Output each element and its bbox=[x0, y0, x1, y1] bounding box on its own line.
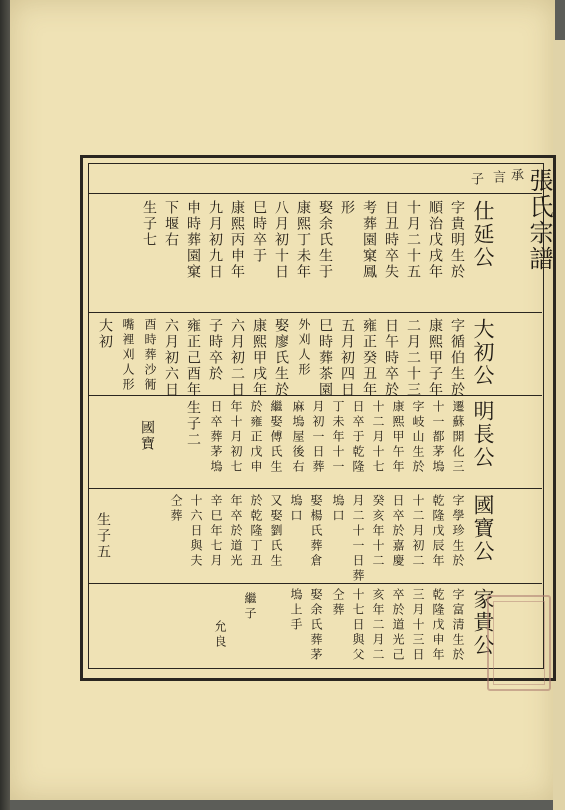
text-column: 國寶 bbox=[139, 420, 155, 452]
book-title: 張氏宗譜 bbox=[525, 168, 553, 272]
person-name: 國寶公 bbox=[471, 494, 495, 563]
text-column: 十六日與夫 bbox=[189, 494, 203, 569]
text-column: 康熙甲子年 bbox=[427, 318, 443, 398]
text-column: 丁未年十一 bbox=[331, 400, 345, 475]
text-column: 十二月初二 bbox=[411, 494, 425, 569]
text-column: 生子七 bbox=[141, 200, 157, 248]
text-column: 年十月初七 bbox=[229, 400, 243, 475]
text-column: 月二十一日葬 bbox=[351, 494, 365, 584]
text-column: 字岐山生於 bbox=[411, 400, 425, 475]
text-column: 申時葬園窠 bbox=[185, 200, 201, 280]
header-label: 子 bbox=[468, 172, 483, 185]
text-column: 順治戊戌年 bbox=[427, 200, 443, 280]
text-column: 二月二十三 bbox=[405, 318, 421, 398]
text-column: 娶廖氏生於 bbox=[273, 318, 289, 398]
text-column: 年卒於道光 bbox=[229, 494, 243, 569]
text-column: 生子二 bbox=[185, 400, 201, 448]
person-name: 明長公 bbox=[471, 400, 495, 469]
text-column: 娶余氏葬茅 bbox=[309, 588, 323, 663]
text-column: 卒於道光己 bbox=[391, 588, 405, 663]
text-column: 塢上手 bbox=[289, 588, 303, 633]
text-column: 塢口 bbox=[331, 494, 345, 524]
red-seal-stamp bbox=[487, 595, 551, 691]
row-divider bbox=[88, 583, 542, 584]
book-spine bbox=[0, 0, 10, 810]
text-column: 十七日與父 bbox=[351, 588, 365, 663]
text-column: 酉時葬沙衕 bbox=[143, 318, 157, 393]
text-column: 日午時卒於 bbox=[383, 318, 399, 398]
text-column: 亥年二月二 bbox=[371, 588, 385, 663]
text-column: 生子五 bbox=[95, 512, 111, 560]
header-label: 言 bbox=[490, 170, 505, 183]
text-column: 於雍正戊申 bbox=[249, 400, 263, 475]
text-column: 娶余氏生于 bbox=[317, 200, 333, 280]
text-column: 下堰右 bbox=[163, 200, 179, 248]
text-column: 癸亥年十二 bbox=[371, 494, 385, 569]
text-column: 大初 bbox=[97, 318, 113, 350]
text-column: 雍正己酉年 bbox=[185, 318, 201, 398]
text-column: 遷蘇開化三 bbox=[451, 400, 465, 475]
text-column: 八月初十日 bbox=[273, 200, 289, 280]
header-label: 承 bbox=[508, 168, 523, 181]
text-column: 康熙甲午年 bbox=[391, 400, 405, 475]
text-column: 乾隆戊辰年 bbox=[431, 494, 445, 569]
text-column: 形 bbox=[339, 200, 355, 216]
text-column: 十月二十五 bbox=[405, 200, 421, 280]
text-column: 繼娶傅氏生 bbox=[269, 400, 283, 475]
text-column: 康熙丁未年 bbox=[295, 200, 311, 280]
text-column: 六月初二日 bbox=[229, 318, 245, 398]
row-divider bbox=[88, 488, 542, 489]
text-column: 日卒葬茅塢 bbox=[209, 400, 223, 475]
text-column: 字循伯生於 bbox=[449, 318, 465, 398]
text-column: 五月初四日 bbox=[339, 318, 355, 398]
text-column: 字學珍生於 bbox=[451, 494, 465, 569]
text-column: 嘴裡刈人形 bbox=[121, 318, 135, 393]
person-name: 大初公 bbox=[471, 318, 495, 387]
text-column: 又娶劉氏生 bbox=[269, 494, 283, 569]
text-column: 字貴明生於 bbox=[449, 200, 465, 280]
text-column: 康熙丙申年 bbox=[229, 200, 245, 280]
text-column: 字富清生於 bbox=[451, 588, 465, 663]
person-name: 家貴公 bbox=[471, 588, 495, 657]
text-column: 康熙甲戌年 bbox=[251, 318, 267, 398]
row-divider bbox=[88, 395, 542, 396]
person-name: 仕延公 bbox=[471, 200, 495, 269]
text-column: 六月初六日 bbox=[163, 318, 179, 398]
text-column: 日卒於嘉慶 bbox=[391, 494, 405, 569]
row-divider bbox=[88, 312, 542, 313]
text-column: 外刈人形 bbox=[297, 318, 311, 378]
text-column: 仝葬 bbox=[169, 494, 183, 524]
text-column: 允良 bbox=[213, 620, 227, 650]
text-column: 繼子 bbox=[243, 592, 257, 622]
text-column: 日丑時卒失 bbox=[383, 200, 399, 280]
text-column: 乾隆戊申年 bbox=[431, 588, 445, 663]
text-column: 日卒于乾隆 bbox=[351, 400, 365, 475]
text-column: 三月十三日 bbox=[411, 588, 425, 663]
text-column: 辛巳年七月 bbox=[209, 494, 223, 569]
text-column: 仝葬 bbox=[331, 588, 345, 618]
text-column: 十二月十七 bbox=[371, 400, 385, 475]
text-column: 巳時卒于 bbox=[251, 200, 267, 264]
text-column: 塢口 bbox=[289, 494, 303, 524]
text-column: 九月初九日 bbox=[207, 200, 223, 280]
text-column: 巳時葬茶園 bbox=[317, 318, 333, 398]
text-column: 雍正癸丑年 bbox=[361, 318, 377, 398]
text-column: 十一都茅塢 bbox=[431, 400, 445, 475]
text-column: 子時卒於 bbox=[207, 318, 223, 382]
text-column: 麻塢屋後右 bbox=[291, 400, 305, 475]
text-column: 娶楊氏葬倉 bbox=[309, 494, 323, 569]
text-column: 月初一日葬 bbox=[311, 400, 325, 475]
text-column: 於乾隆丁丑 bbox=[249, 494, 263, 569]
text-column: 考葬園窠鳳 bbox=[361, 200, 377, 280]
